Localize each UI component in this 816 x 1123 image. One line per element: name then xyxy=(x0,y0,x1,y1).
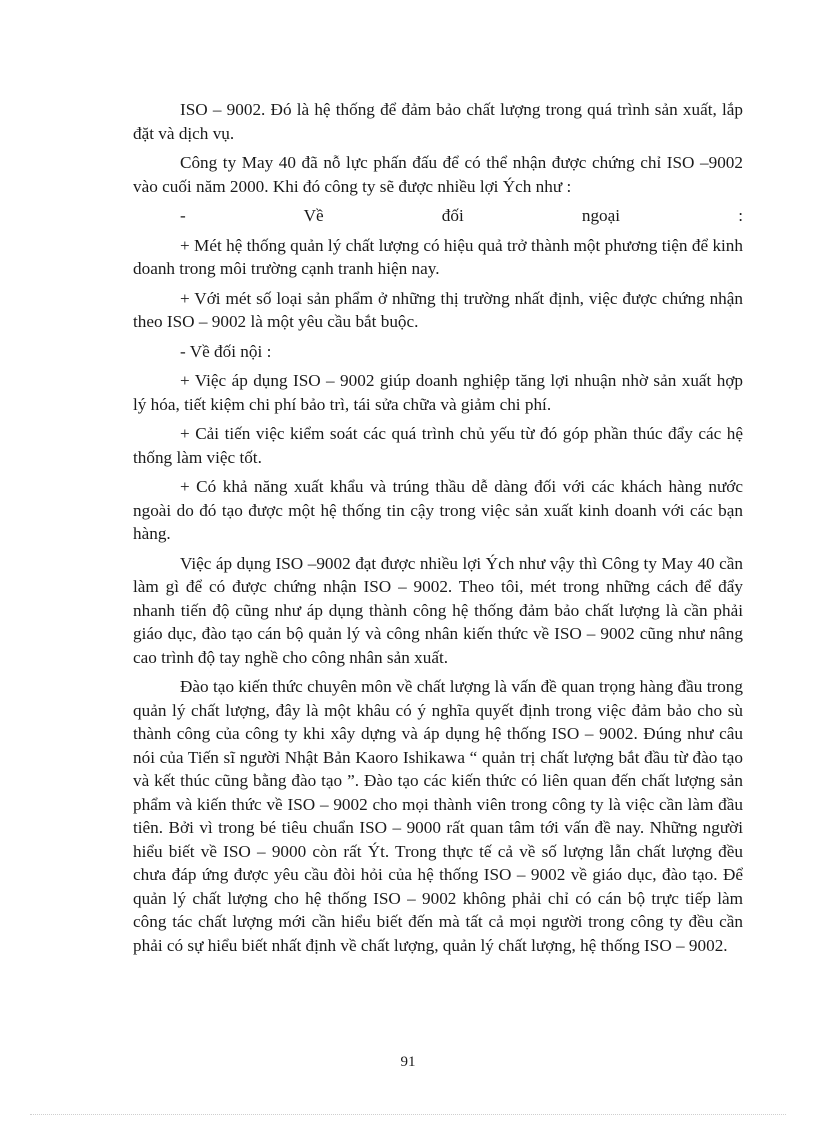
paragraph: Đào tạo kiến thức chuyên môn về chất lượng là vấn đề quan trọng hàng đầu trong quản lý chất lượng, đây là một khâu có ý nghĩa quyết định trong việc đảm bảo cho sù thành công của công ty khi xây dựng và áp dụng hệ thống ISO – 9002. Đúng như câu nói của Tiến sĩ người Nhật Bản Kaoro Ishikawa “ quản trị chất lượng bắt đầu từ đào tạo và kết thúc cũng bằng đào tạo ”. Đào tạo các kiến thức có liên quan đến chất lượng sản phẩm và kiến thức về ISO – 9002 cho mọi thành viên trong công ty là việc cần làm đầu tiên. Bởi vì trong bé tiêu chuẩn ISO – 9000 rất quan tâm tới vấn đề nay. Những người hiểu biết về ISO – 9000 còn rất Ýt. Trong thực tế cả về số lượng lẫn chất lượng đều chưa đáp ứng được yêu cầu đòi hỏi của hệ thống ISO – 9002 về giáo dục, đào tạo. Để quản lý chất lượng cho hệ thống ISO – 9002 không phải chỉ có cán bộ trực tiếp làm công tác chất lượng mới cần hiểu biết đến mà tất cả mọi người trong công ty đều cần phải có sự hiểu biết nhất định về chất lượng, quản lý chất lượng, hệ thống ISO – 9002. xyxy=(133,677,743,955)
paragraph: + Việc áp dụng ISO – 9002 giúp doanh nghiệp tăng lợi nhuận nhờ sản xuất hợp lý hóa, tiết kiệm chi phí bảo trì, tái sửa chữa và giảm chi phí. xyxy=(133,371,743,414)
paragraph-heading-internal: - Về đối nội : xyxy=(180,341,272,361)
paragraph: + Có khả năng xuất khẩu và trúng thầu dễ dàng đối với các khách hàng nước ngoài do đó tạo được một hệ thống tin cậy trong việc sản xuất kinh doanh với các bạn hàng. xyxy=(133,477,743,543)
paragraph-heading-external: - Về đối ngoại : xyxy=(180,206,743,225)
paragraph: Công ty May 40 đã nỗ lực phấn đấu để có thể nhận được chứng chỉ ISO –9002 vào cuối năm 2000. Khi đó công ty sẽ được nhiều lợi Ých như : xyxy=(133,153,743,196)
paragraph: Việc áp dụng ISO –9002 đạt được nhiều lợi Ých như vậy thì Công ty May 40 cần làm gì để có được chứng nhận ISO – 9002. Theo tôi, mét trong những cách để đẩy nhanh tiến độ cũng như áp dụng thành công hệ thống đảm bảo chất lượng là cần phải giáo dục, đào tạo cán bộ quản lý và công nhân kiến thức về ISO – 9002 cũng như nâng cao trình độ tay nghề cho công nhân sản xuất. xyxy=(133,553,743,667)
paragraph: ISO – 9002. Đó là hệ thống để đảm bảo chất lượng trong quá trình sản xuất, lắp đặt và dịch vụ. xyxy=(133,100,743,143)
page-number: 91 xyxy=(400,1054,416,1070)
page-bottom-divider xyxy=(30,1114,786,1115)
paragraph: + Mét hệ thống quản lý chất lượng có hiệu quả trở thành một phương tiện để kinh doanh trong môi trường cạnh tranh hiện nay. xyxy=(133,235,743,278)
page-body xyxy=(133,98,743,963)
paragraph: + Cải tiến việc kiểm soát các quá trình chủ yếu từ đó góp phần thúc đẩy các hệ thống làm việc tốt. xyxy=(133,424,743,467)
paragraph: + Với mét số loại sản phẩm ở những thị trường nhất định, việc được chứng nhận theo ISO – 9002 là một yêu cầu bắt buộc. xyxy=(133,288,743,331)
